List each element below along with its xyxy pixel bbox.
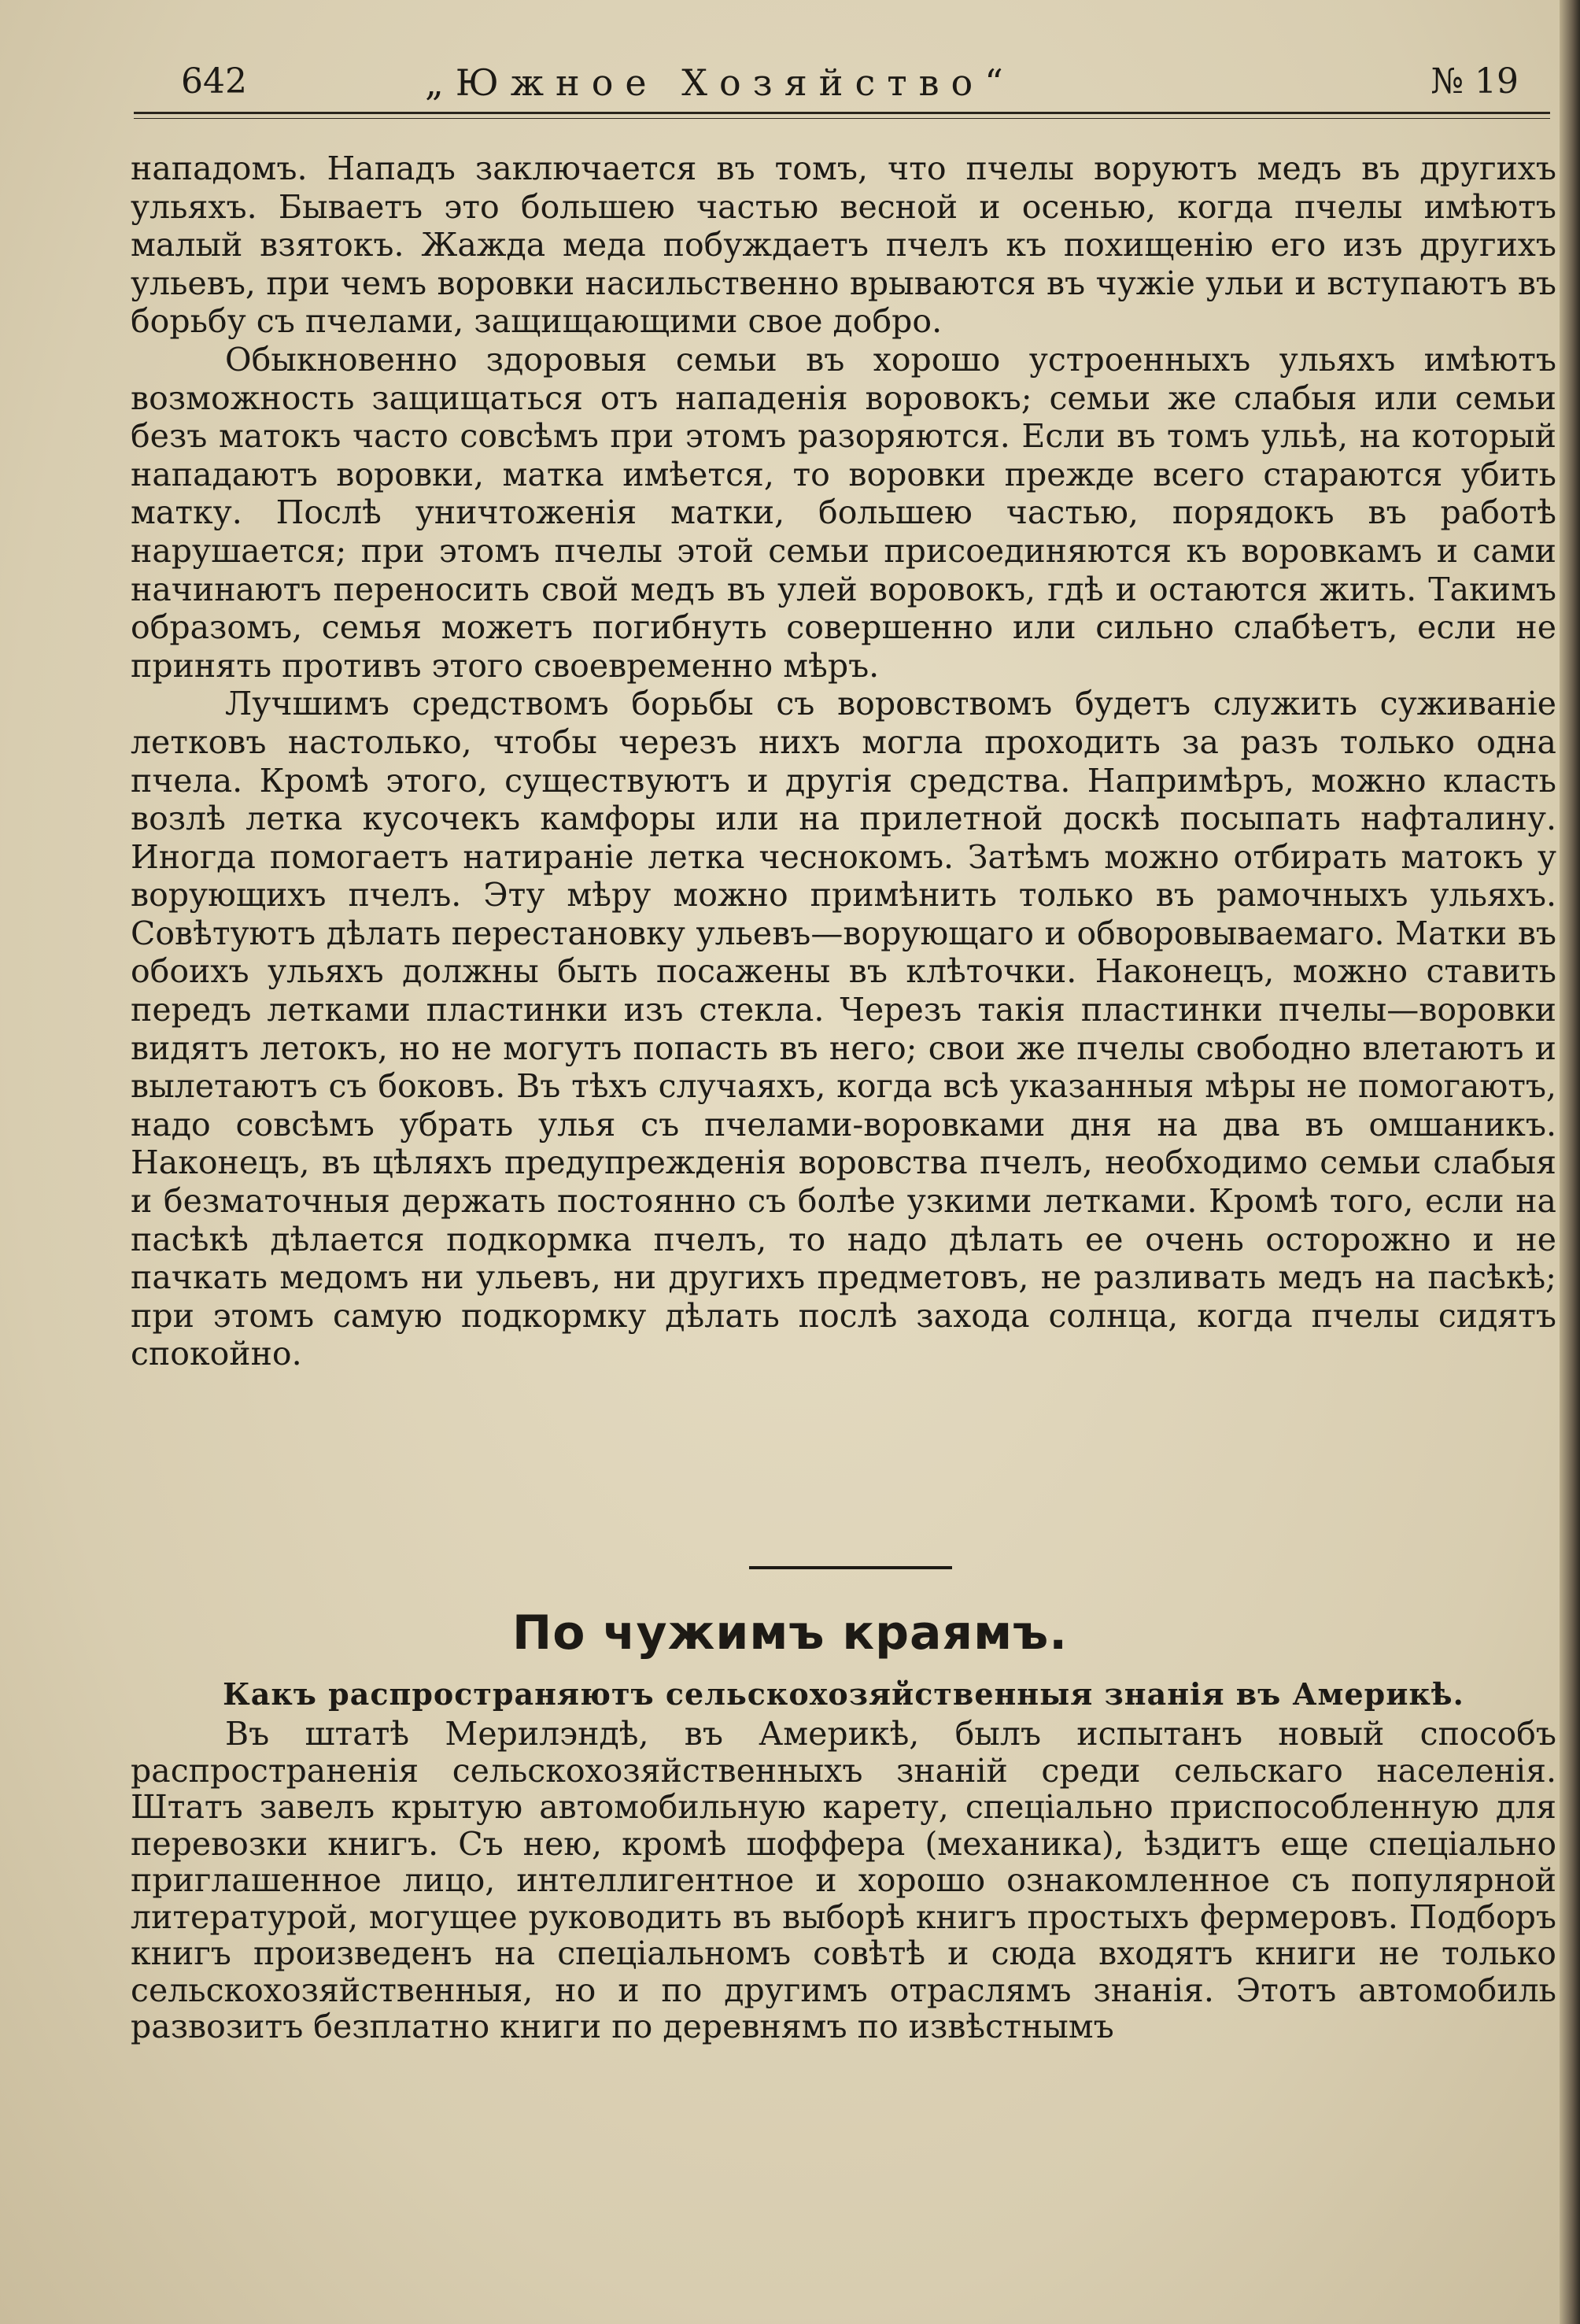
article-body (131, 1716, 1556, 2045)
article-continuation (131, 150, 1556, 1373)
header-rule-thin (134, 118, 1550, 119)
paragraph: Лучшимъ средствомъ борьбы съ воровствомъ будетъ служить суживаніе летковъ настолько, чтобы черезъ нихъ могла проходить за разъ только одна пчела. Кромѣ этого, существуютъ и другія средства. Напримѣръ, можно класть возлѣ летка кусочекъ камфоры или на прилетной доскѣ посыпать нафталину. Иногда помогаетъ натираніе летка чеснокомъ. Затѣмъ можно отбирать матокъ у ворующихъ пчелъ. Эту мѣру можно примѣнить только въ рамочныхъ ульяхъ. Совѣтуютъ дѣлать перестановку ульевъ—ворующаго и обворовываемаго. Матки въ обоихъ ульяхъ должны быть посажены въ клѣточки. Наконецъ, можно ставить передъ летками пластинки изъ стекла. Черезъ такія пластинки пчелы—воровки видятъ летокъ, но не могутъ попасть въ него; свои же пчелы свободно влетаютъ и вылетаютъ съ боковъ. Въ тѣхъ случаяхъ, когда всѣ указанныя мѣры не помогаютъ, надо совсѣмъ убрать улья съ пчелами-воровками дня на два въ омшаникъ. Наконецъ, въ цѣляхъ предупрежденія воровства пчелъ, необходимо семьи слабыя и безматочныя держать постоянно съ болѣе узкими летками. Кромѣ того, если на пасѣкѣ дѣлается подкормка пчелъ, то надо дѣлать ее очень осторожно и не пачкать медомъ ни ульевъ, ни другихъ предметовъ, не разливать медъ на пасѣкѣ; при этомъ самую подкормку дѣлать послѣ захода солнца, когда пчелы сидятъ спокойно. (131, 685, 1556, 1373)
journal-title: „Южное Хозяйство“ (425, 61, 1015, 104)
section-divider (749, 1566, 952, 1569)
issue-number: № 19 (1430, 61, 1519, 102)
paragraph: нападомъ. Нападъ заключается въ томъ, что пчелы воруютъ медъ въ другихъ ульяхъ. Бываетъ это большею частью весной и осенью, когда пчелы имѣютъ малый взятокъ. Жажда меда побуждаетъ пчелъ къ похищенію его изъ другихъ ульевъ, при чемъ воровки насильственно врываются въ чужіе ульи и вступаютъ въ борьбу съ пчелами, защищающими свое добро. (131, 150, 1556, 341)
article-title: Какъ распространяютъ сельскохозяйственныя знанія въ Америкѣ. (223, 1676, 1464, 1712)
paragraph: Обыкновенно здоровыя семьи въ хорошо устроенныхъ ульяхъ имѣютъ возможность защищаться отъ нападенія воровокъ; семьи же слабыя или семьи безъ матокъ часто совсѣмъ при этомъ разоряются. Если въ томъ ульѣ, на который нападаютъ воровки, матка имѣется, то воровки прежде всего стараются убить матку. Послѣ уничтоженія матки, большею частью, порядокъ въ работѣ нарушается; при этомъ пчелы этой семьи присоединяются къ воровкамъ и сами начинаютъ переносить свой медъ въ улей воровокъ, гдѣ и остаются жить. Такимъ образомъ, семья можетъ погибнуть совершенно или сильно слабѣетъ, если не принять противъ этого своевременно мѣръ. (131, 340, 1556, 685)
binding-edge (1560, 0, 1580, 2324)
running-header (134, 61, 1519, 109)
page-number: 642 (181, 61, 247, 102)
section-title: По чужимъ краямъ. (511, 1605, 1068, 1661)
header-rule (134, 112, 1550, 114)
paragraph: Въ штатѣ Мерилэндѣ, въ Америкѣ, былъ испытанъ новый способъ распространенія сельскохозяйственныхъ знаній среди сельскаго населенія. Штатъ завелъ крытую автомобильную карету, спеціально приспособленную для перевозки книгъ. Съ нею, кромѣ шоффера (механика), ѣздитъ еще спеціально приглашенное лицо, интеллигентное и хорошо ознакомленное съ популярной литературой, могущее руководить въ выборѣ книгъ простыхъ фермеровъ. Подборъ книгъ произведенъ на спеціальномъ совѣтѣ и сюда входятъ книги не только сельскохозяйственныя, но и по другимъ отраслямъ знанія. Этотъ автомобиль развозитъ безплатно книги по деревнямъ по извѣстнымъ (131, 1715, 1556, 2045)
